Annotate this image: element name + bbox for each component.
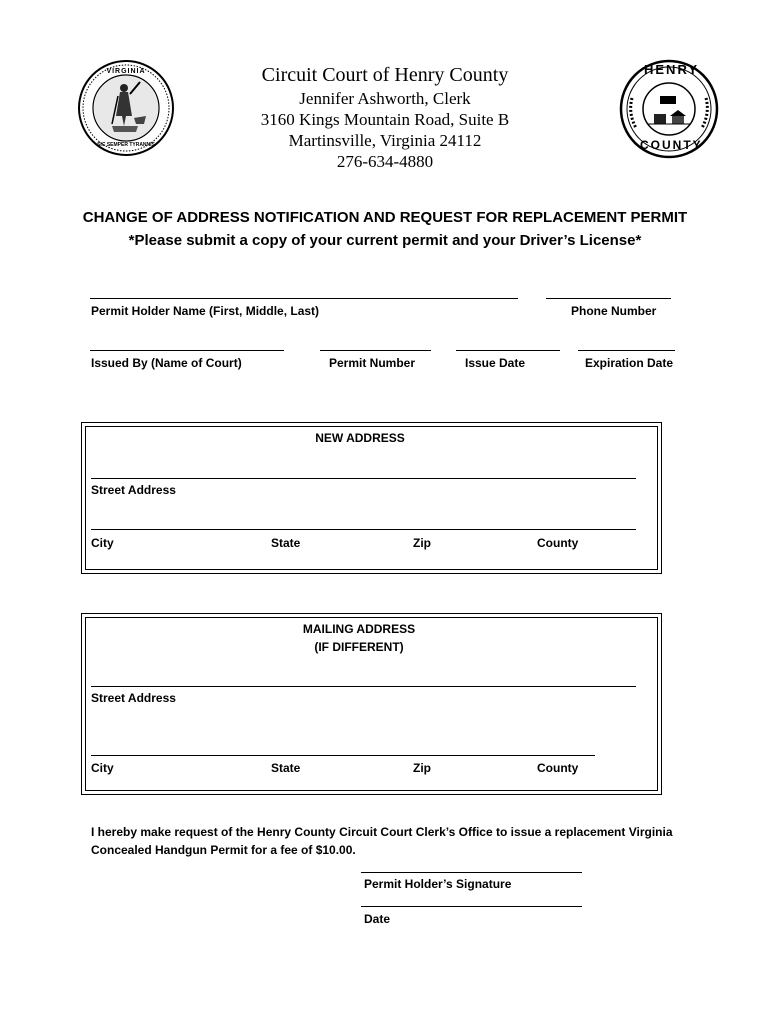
new-street-address-label: Street Address: [91, 483, 176, 497]
mailing-address-subheading: (IF DIFFERENT): [314, 640, 404, 654]
signature-line[interactable]: [361, 872, 582, 873]
request-text-line1: I hereby make request of the Henry County Circuit Court Clerk’s Office to issue a replacement Virginia: [91, 825, 673, 839]
form-title: CHANGE OF ADDRESS NOTIFICATION AND REQUEST FOR REPLACEMENT PERMIT: [82, 209, 688, 226]
mailing-zip-label: Zip: [413, 761, 431, 775]
virginia-seal-bottom-text: SIC SEMPER TYRANNIS: [97, 142, 155, 148]
virginia-seal-top-text: VIRGINIA: [106, 68, 146, 75]
mailing-city-label: City: [91, 761, 114, 775]
issue-date-line[interactable]: [456, 350, 560, 351]
form-subtitle: *Please submit a copy of your current permit and your Driver’s License*: [128, 232, 642, 249]
date-label: Date: [364, 912, 391, 926]
signature-label: Permit Holder’s Signature: [364, 877, 512, 891]
mailing-address-heading: MAILING ADDRESS: [302, 622, 416, 636]
new-state-label: State: [271, 536, 301, 550]
new-city-state-zip-line[interactable]: [91, 529, 636, 530]
permit-number-line[interactable]: [320, 350, 431, 351]
new-street-address-line[interactable]: [91, 478, 636, 479]
phone-number-label: Phone Number: [571, 304, 657, 318]
mailing-city-state-zip-line[interactable]: [91, 755, 595, 756]
court-name: Circuit Court of Henry County: [261, 64, 509, 86]
expiration-date-line[interactable]: [578, 350, 675, 351]
expiration-date-label: Expiration Date: [585, 356, 674, 370]
mailing-street-address-line[interactable]: [91, 686, 636, 687]
court-phone: 276-634-4880: [336, 152, 434, 171]
new-zip-label: Zip: [413, 536, 431, 550]
permit-holder-name-line[interactable]: [90, 298, 518, 299]
henry-seal-bottom-text: COUNTY: [640, 138, 703, 152]
issue-date-label: Issue Date: [465, 356, 526, 370]
court-address-line1: 3160 Kings Mountain Road, Suite B: [260, 110, 510, 129]
clerk-name: Jennifer Ashworth, Clerk: [299, 89, 471, 108]
request-text-line2: Concealed Handgun Permit for a fee of $10.00.: [91, 843, 356, 857]
date-line[interactable]: [361, 906, 582, 907]
new-address-heading: NEW ADDRESS: [315, 431, 405, 445]
mailing-state-label: State: [271, 761, 301, 775]
henry-seal-top-text: HENRY: [644, 62, 700, 77]
issued-by-line[interactable]: [90, 350, 284, 351]
court-address-line2: Martinsville, Virginia 24112: [288, 131, 482, 150]
new-county-label: County: [537, 536, 579, 550]
phone-number-line[interactable]: [546, 298, 671, 299]
new-city-label: City: [91, 536, 114, 550]
mailing-street-address-label: Street Address: [91, 691, 176, 705]
mailing-county-label: County: [537, 761, 579, 775]
permit-holder-name-label: Permit Holder Name (First, Middle, Last): [91, 304, 320, 318]
permit-number-label: Permit Number: [329, 356, 416, 370]
issued-by-label: Issued By (Name of Court): [91, 356, 242, 370]
